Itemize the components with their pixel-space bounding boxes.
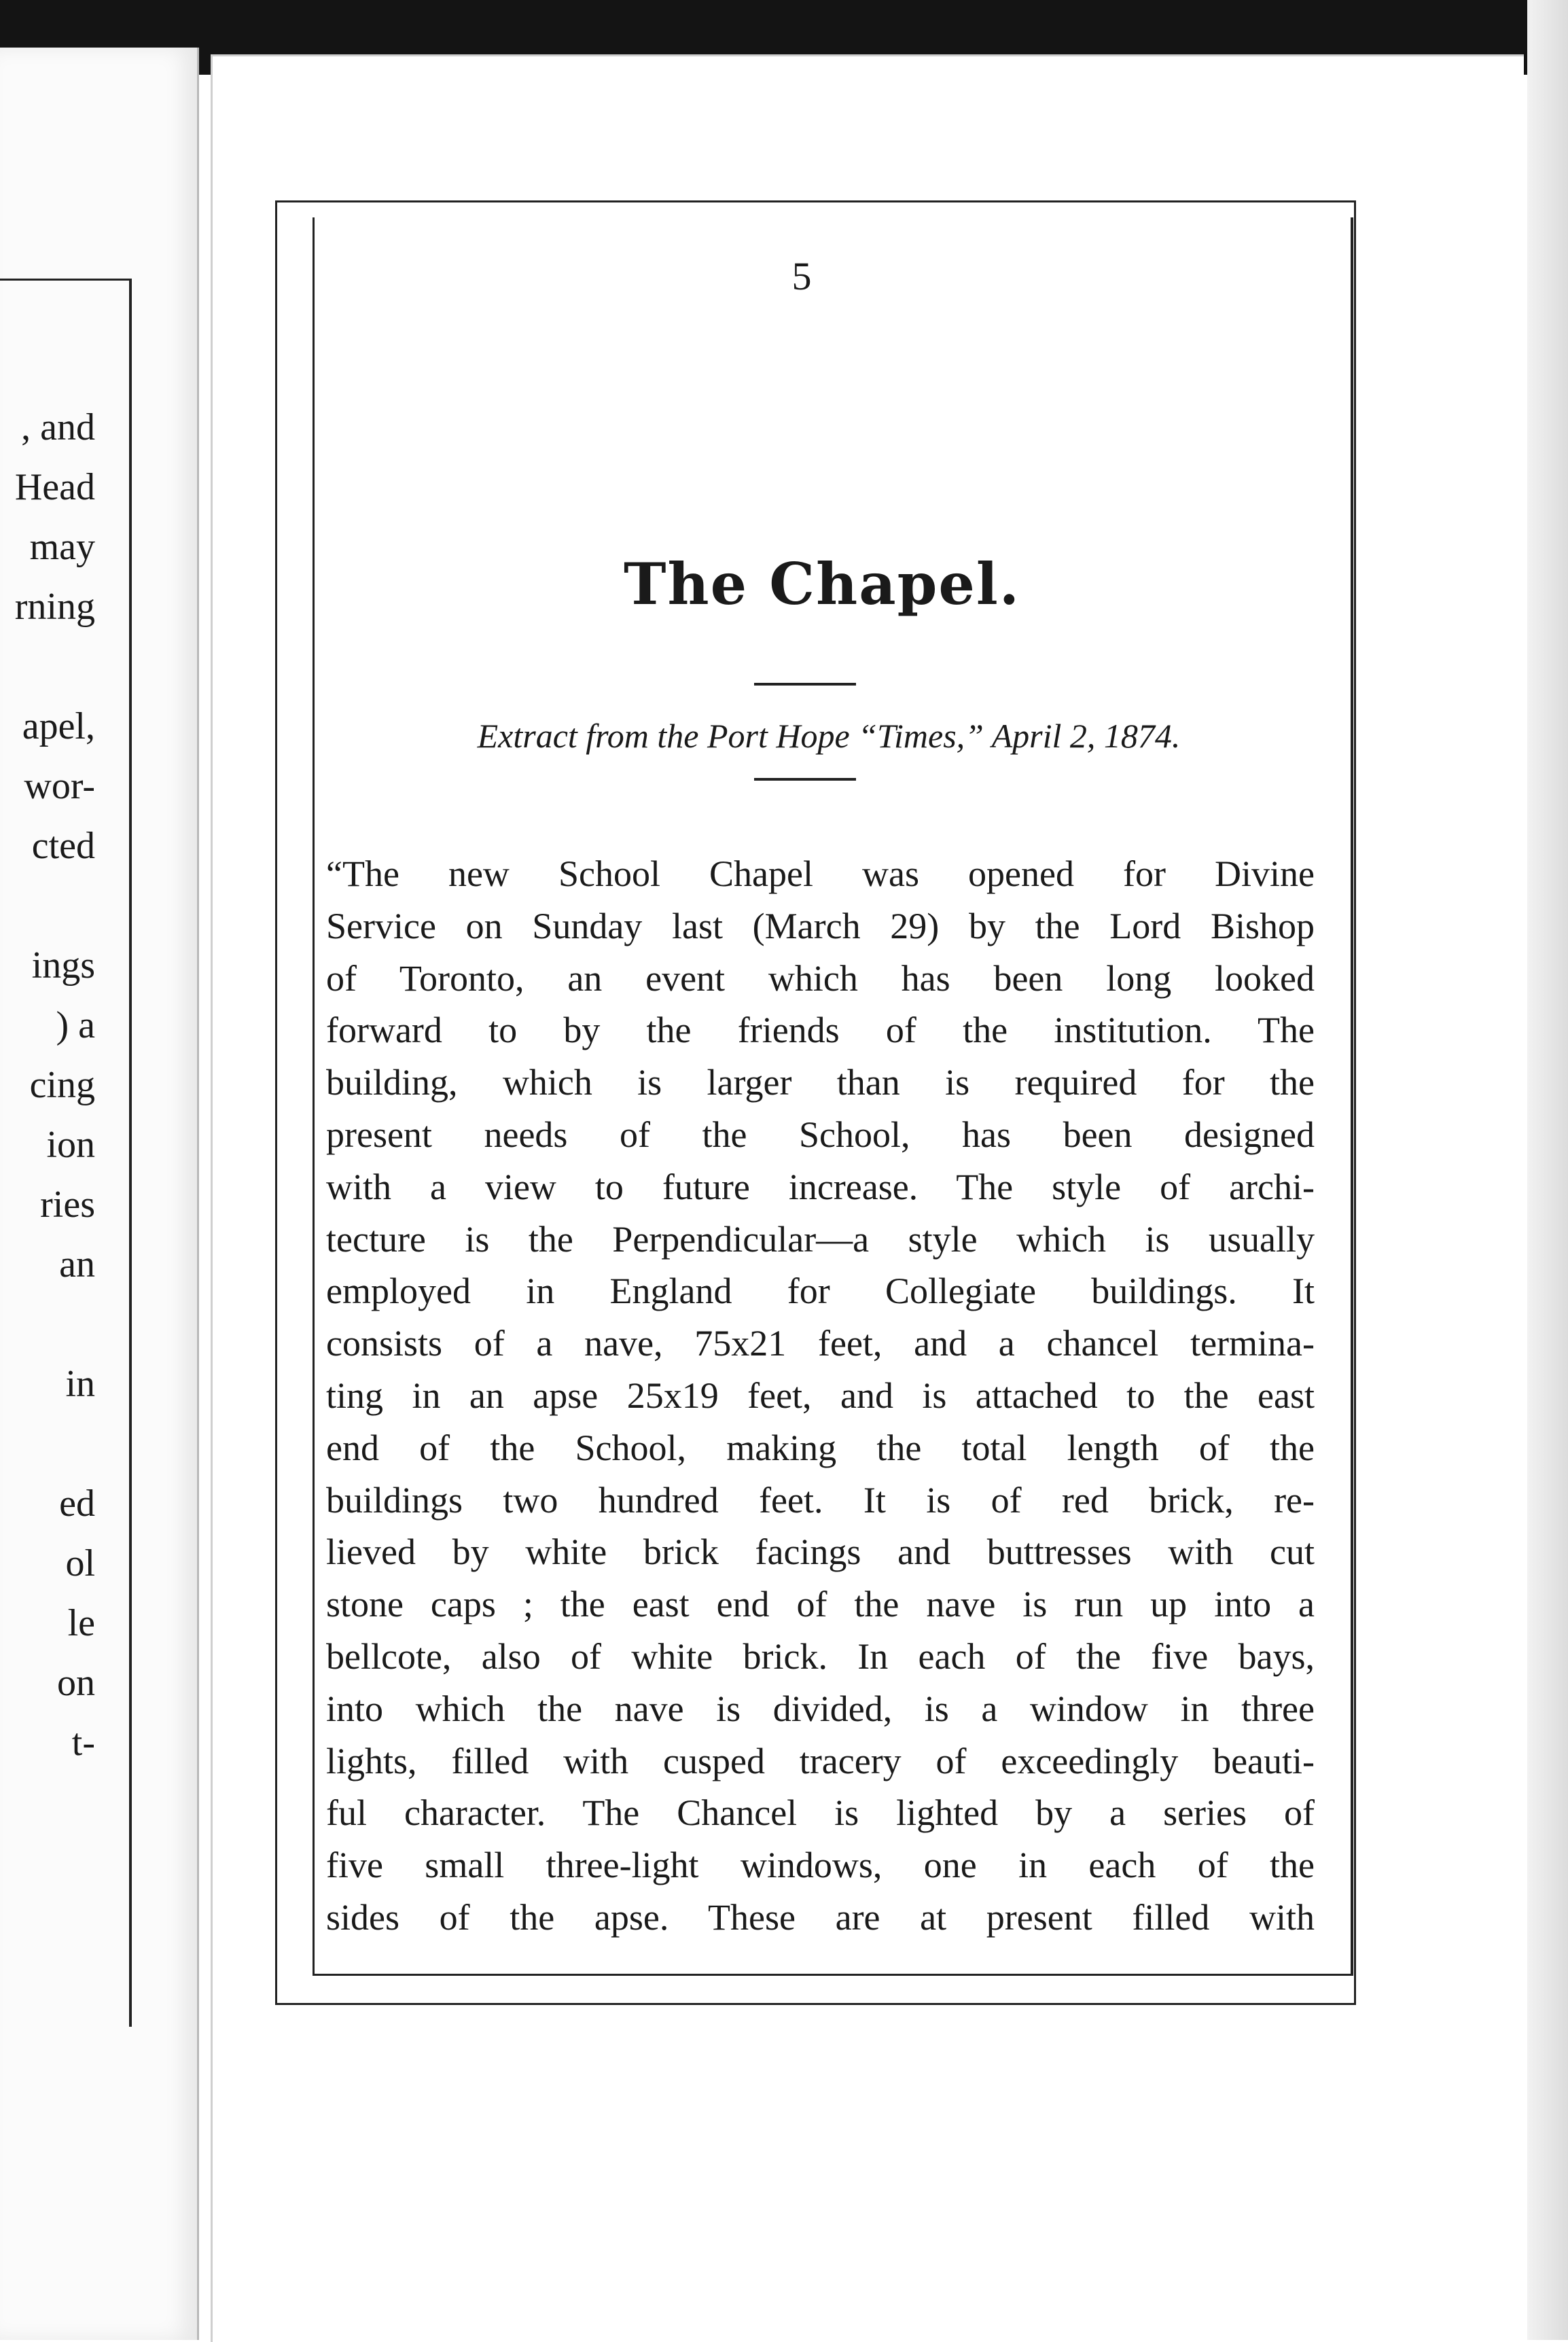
previous-page-line bbox=[0, 637, 95, 696]
previous-page-line: ol bbox=[65, 1542, 95, 1584]
title-rule-top bbox=[754, 683, 856, 686]
previous-page-line: cing bbox=[29, 1064, 95, 1106]
body-text bbox=[326, 848, 1315, 1944]
page-number: 5 bbox=[791, 254, 812, 298]
body-line: tecture is the Perpendicular—a style which is usually bbox=[326, 1218, 1315, 1260]
body-line: employed in England for Collegiate buildings. It bbox=[326, 1271, 1315, 1312]
previous-page-line: Head bbox=[14, 466, 95, 508]
previous-page-text bbox=[0, 397, 95, 1773]
body-line: Service on Sunday last (March 29) by the Lord Bishop bbox=[326, 905, 1315, 946]
body-line: stone caps ; the east end of the nave is run up into a bbox=[326, 1584, 1315, 1625]
previous-page-edge bbox=[0, 48, 199, 2340]
previous-page-line bbox=[0, 1294, 95, 1354]
previous-page-line: le bbox=[67, 1602, 95, 1644]
body-line: lights, filled with cusped tracery of exceedingly beauti- bbox=[326, 1740, 1315, 1781]
previous-page-line: ion bbox=[46, 1124, 95, 1166]
extract-source-line: Extract from the Port Hope “Times,” April 2, 1874. bbox=[477, 717, 1181, 755]
previous-page-line: wor- bbox=[24, 765, 95, 807]
body-line: buildings two hundred feet. It is of red brick, re- bbox=[326, 1479, 1315, 1521]
body-line: forward to by the friends of the institution. The bbox=[326, 1010, 1315, 1051]
chapter-title: The Chapel. bbox=[624, 550, 1020, 618]
body-line: into which the nave is divided, is a window in three bbox=[326, 1688, 1315, 1729]
body-line: bellcote, also of white brick. In each of the five bays, bbox=[326, 1635, 1315, 1677]
previous-page-line: may bbox=[29, 526, 95, 568]
previous-page-line: t- bbox=[71, 1722, 95, 1764]
body-line: with a view to future increase. The style of archi- bbox=[326, 1166, 1315, 1207]
previous-page-line: , and bbox=[21, 406, 95, 448]
body-line: sides of the apse. These are at present filled with bbox=[326, 1896, 1315, 1938]
body-line: consists of a nave, 75x21 feet, and a chancel termina- bbox=[326, 1323, 1315, 1364]
previous-page-line: ings bbox=[31, 944, 95, 987]
previous-page-line bbox=[0, 876, 95, 936]
previous-page-line: ) a bbox=[56, 1004, 95, 1046]
previous-page-line: ries bbox=[40, 1184, 95, 1226]
previous-page-line: apel, bbox=[22, 705, 95, 747]
previous-page-line: cted bbox=[31, 825, 95, 867]
body-line: of Toronto, an event which has been long looked bbox=[326, 957, 1315, 999]
body-line: ful character. The Chancel is lighted by a series of bbox=[326, 1792, 1315, 1834]
body-line: lieved by white brick facings and buttresses with cut bbox=[326, 1531, 1315, 1573]
previous-page-line: ed bbox=[59, 1483, 95, 1525]
body-line: five small three-light windows, one in each of the bbox=[326, 1845, 1315, 1886]
body-line: present needs of the School, has been designed bbox=[326, 1114, 1315, 1155]
body-line: end of the School, making the total length of the bbox=[326, 1427, 1315, 1468]
body-line: ting in an apse 25x19 feet, and is attached to the east bbox=[326, 1374, 1315, 1416]
previous-page-line: on bbox=[57, 1662, 95, 1704]
body-line: “The new School Chapel was opened for Divine bbox=[326, 853, 1315, 894]
title-rule-bottom bbox=[754, 778, 856, 781]
scan-page-edge bbox=[1527, 0, 1568, 2340]
previous-page-line bbox=[0, 1414, 95, 1474]
previous-page-line: rning bbox=[14, 586, 95, 628]
body-line: building, which is larger than is required for the bbox=[326, 1062, 1315, 1103]
previous-page-line: an bbox=[59, 1243, 95, 1285]
previous-page-line: in bbox=[65, 1363, 95, 1405]
